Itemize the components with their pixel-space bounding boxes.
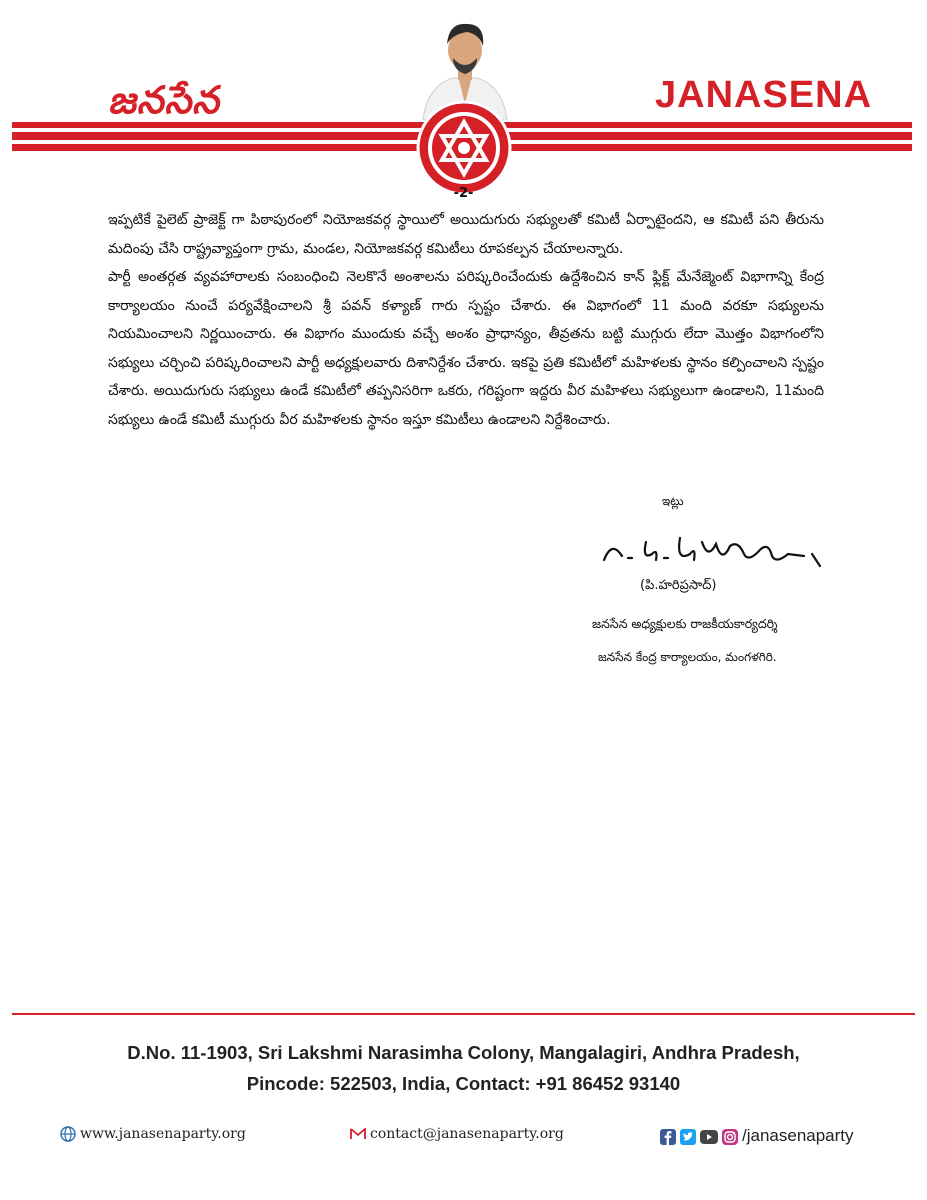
footer-divider [12,1013,915,1015]
social-handle[interactable]: /janasenaparty [742,1126,854,1145]
letterhead-header [0,0,927,200]
body-paragraph: పార్టీ అంతర్గత వ్యవహారాలకు సంబంధించి నెలకొనే అంశాలను పరిష్కరించేందుకు ఉద్దేశించిన కాన్ ఫ్లిక్ట్ మేనేజ్మెంట్ విభాగాన్ని కేంద్ర కార్యాలయం నుంచే పర్యవేక్షించాలని శ్రీ పవన్ కళ్యాణ్ గారు స్పష్టం చేశారు. ఈ విభాగంలో 11 మంది వరకూ సభ్యులను నియమించాలని నిర్ణయించారు. ఈ విభాగం ముందుకు వచ్చే అంశం ప్రాధాన్యం, తీవ్రతను బట్టి ముగ్గురు లేదా మొత్తం విభాగంలోని సభ్యులు చర్చించి పరిష్కరించాలని పార్టీ అధ్యక్షులవారు దిశానిర్దేశం చేశారు. ఇకపై ప్రతి కమిటీలో మహిళలకు స్థానం కల్పించాలని స్పష్టం చేశారు. అయిదుగురు సభ్యులు ఉండే కమిటీలో తప్పనిసరిగా ఒకరు, గరిష్టంగా ఇద్దరు వీర మహిళలు సభ్యులుగా ఉండాలని, 11మంది సభ్యులు ఉండే కమిటీ ముగ్గురు వీర మహిళలకు స్థానం ఇస్తూ కమిటీలు ఉండాలని నిర్దేశించారు. [108,269,824,428]
page-number: -2- [453,186,474,201]
footer-address-line2: Pincode: 522503, India, Contact: +91 86452 93140 [246,1073,681,1094]
mail-icon [350,1128,366,1140]
footer-address-line1: D.No. 11-1903, Sri Lakshmi Narasimha Colony, Mangalagiri, Andhra Pradesh, [127,1042,800,1063]
closing-salutation: ఇట్లు [662,494,684,508]
footer-website[interactable] [60,1126,246,1142]
logo-telugu: జనసేన [108,78,220,122]
facebook-icon[interactable] [660,1129,676,1145]
email-text[interactable]: contact@janasenaparty.org [370,1126,564,1142]
handwritten-signature [598,520,828,575]
body-paragraph: ఇప్పటికే పైలెట్ ప్రాజెక్ట్ గా పిఠాపురంలో నియోజకవర్గ స్థాయిలో అయిదుగురు సభ్యులతో కమిటీ ఏర్పాటైందని, ఆ కమిటీ పని తీరును మదింపు చేసి రాష్ట్రవ్యాప్తంగా గ్రామ, మండల, నియోజకవర్గ కమిటీలు రూపకల్పన చేయాలన్నారు. [108,212,824,257]
letter-body [108,206,824,434]
footer-email[interactable] [350,1126,564,1142]
logo-english: JANASENA [655,74,873,116]
globe-icon [60,1126,76,1142]
twitter-icon[interactable] [680,1129,696,1145]
signatory-name: (పి.హరిప్రసాద్) [640,578,717,593]
party-emblem [414,98,514,198]
instagram-icon[interactable] [722,1129,738,1145]
signatory-office: జనసేన కేంద్ర కార్యాలయం, మంగళగిరి. [598,650,777,664]
signatory-title: జనసేన అధ్యక్షులకు రాజకీయకార్యదర్శి [592,616,778,631]
website-text[interactable]: www.janasenaparty.org [80,1126,246,1142]
youtube-icon[interactable] [700,1129,718,1145]
footer-social[interactable] [660,1126,854,1146]
